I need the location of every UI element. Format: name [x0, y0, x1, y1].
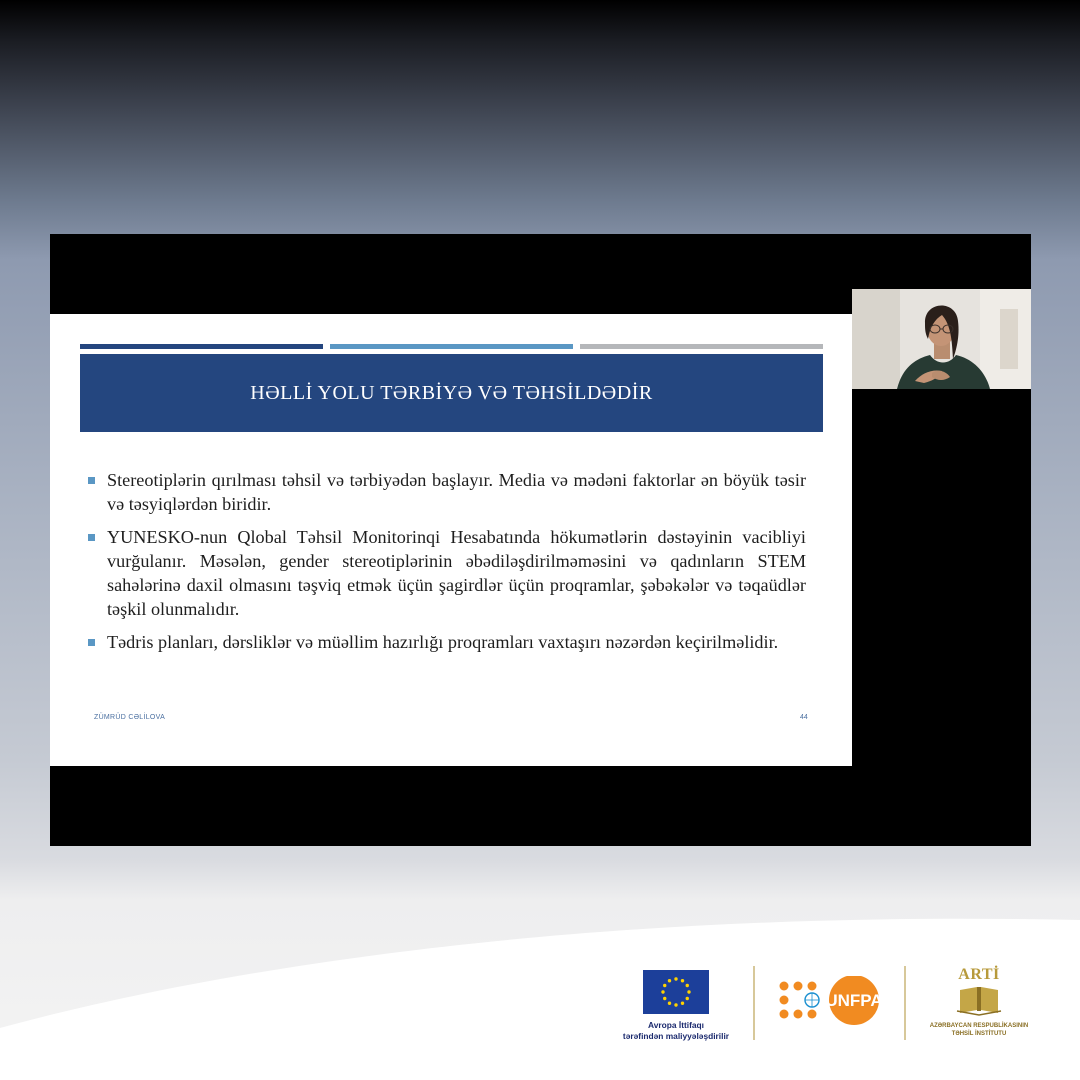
screen-share-window: [50, 234, 1031, 846]
eu-star-icon: [663, 997, 666, 1000]
eu-star-icon: [668, 979, 671, 982]
bullet-text: Stereotiplərin qırılması təhsil və tərbiyədən başlayır. Media və mədəni faktorlar ən böyük təsir və təsyiqlərdən biridir.: [107, 470, 806, 514]
participant-video-icon: [852, 289, 1031, 389]
logo-divider: [904, 966, 906, 1040]
arti-logo: [923, 966, 1035, 1038]
slide-title-bar: [80, 354, 823, 432]
accent-bar-gray: [580, 344, 823, 349]
bullet-item: [88, 468, 806, 516]
eu-caption-line1: Avropa İttifaqı: [648, 1020, 704, 1030]
eu-star-icon: [681, 979, 684, 982]
bullet-item: [88, 630, 806, 654]
eu-star-icon: [674, 977, 677, 980]
accent-bar-dark: [80, 344, 323, 349]
participant-video-tile[interactable]: [852, 289, 1031, 389]
eu-star-icon: [686, 997, 689, 1000]
open-book-icon: [956, 984, 1002, 1016]
arti-caption: [923, 1023, 1035, 1038]
bullet-text: YUNESKO-nun Qlobal Təhsil Monitorinqi Hesabatında hökumətlərin dəstəyinin vacibliyi vurğulanır. Məsələn, gender stereotiplərinin əbədiləşdirilməməsini və qadınların STEM sahələrinə daxil olmasını təşviq etmək üçün şagirdlər üçün proqramlar, şəbəkələr və təqaüdlər təşkil olunmalıdır.: [107, 527, 806, 619]
unfpa-logo-icon: [770, 976, 890, 1032]
eu-star-icon: [681, 1002, 684, 1005]
eu-star-icon: [663, 984, 666, 987]
slide-footer-author: ZÜMRÜD CƏLİLOVA: [94, 714, 166, 721]
bullet-text: Tədris planları, dərsliklər və müəllim hazırlığı proqramları vaxtaşırı nəzərdən keçirilməlidir.: [107, 632, 779, 652]
unfpa-label: UNFPA: [825, 991, 883, 1010]
square-bullet-icon: [88, 639, 95, 646]
eu-flag-icon: [643, 970, 709, 1014]
logo-divider: [753, 966, 755, 1040]
sponsor-logos: [620, 960, 1060, 1055]
unfpa-logo: [770, 976, 890, 1032]
square-bullet-icon: [88, 477, 95, 484]
eu-star-icon: [686, 984, 689, 987]
eu-caption-line2: tərəfindən maliyyələşdirilir: [622, 1031, 730, 1041]
arti-caption-line1: AZƏRBAYCAN RESPUBLİKASININ: [929, 1023, 1029, 1029]
eu-star-icon: [661, 990, 664, 993]
arti-name: ARTİ: [958, 966, 1000, 983]
slide-page-number: 44: [800, 714, 808, 721]
bullet-item: [88, 525, 806, 621]
eu-caption: [620, 1020, 732, 1042]
eu-logo: [620, 970, 732, 1042]
presentation-slide: [50, 314, 852, 766]
accent-bar-light: [330, 344, 573, 349]
slide-title: HƏLLİ YOLU TƏRBİYƏ VƏ TƏHSİLDƏDİR: [250, 381, 653, 404]
eu-star-icon: [668, 1002, 671, 1005]
square-bullet-icon: [88, 534, 95, 541]
bullet-list: [88, 468, 806, 663]
eu-star-icon: [687, 990, 690, 993]
arti-caption-line2: TƏHSİL İNSTİTUTU: [951, 1030, 1007, 1037]
eu-star-icon: [674, 1003, 677, 1006]
